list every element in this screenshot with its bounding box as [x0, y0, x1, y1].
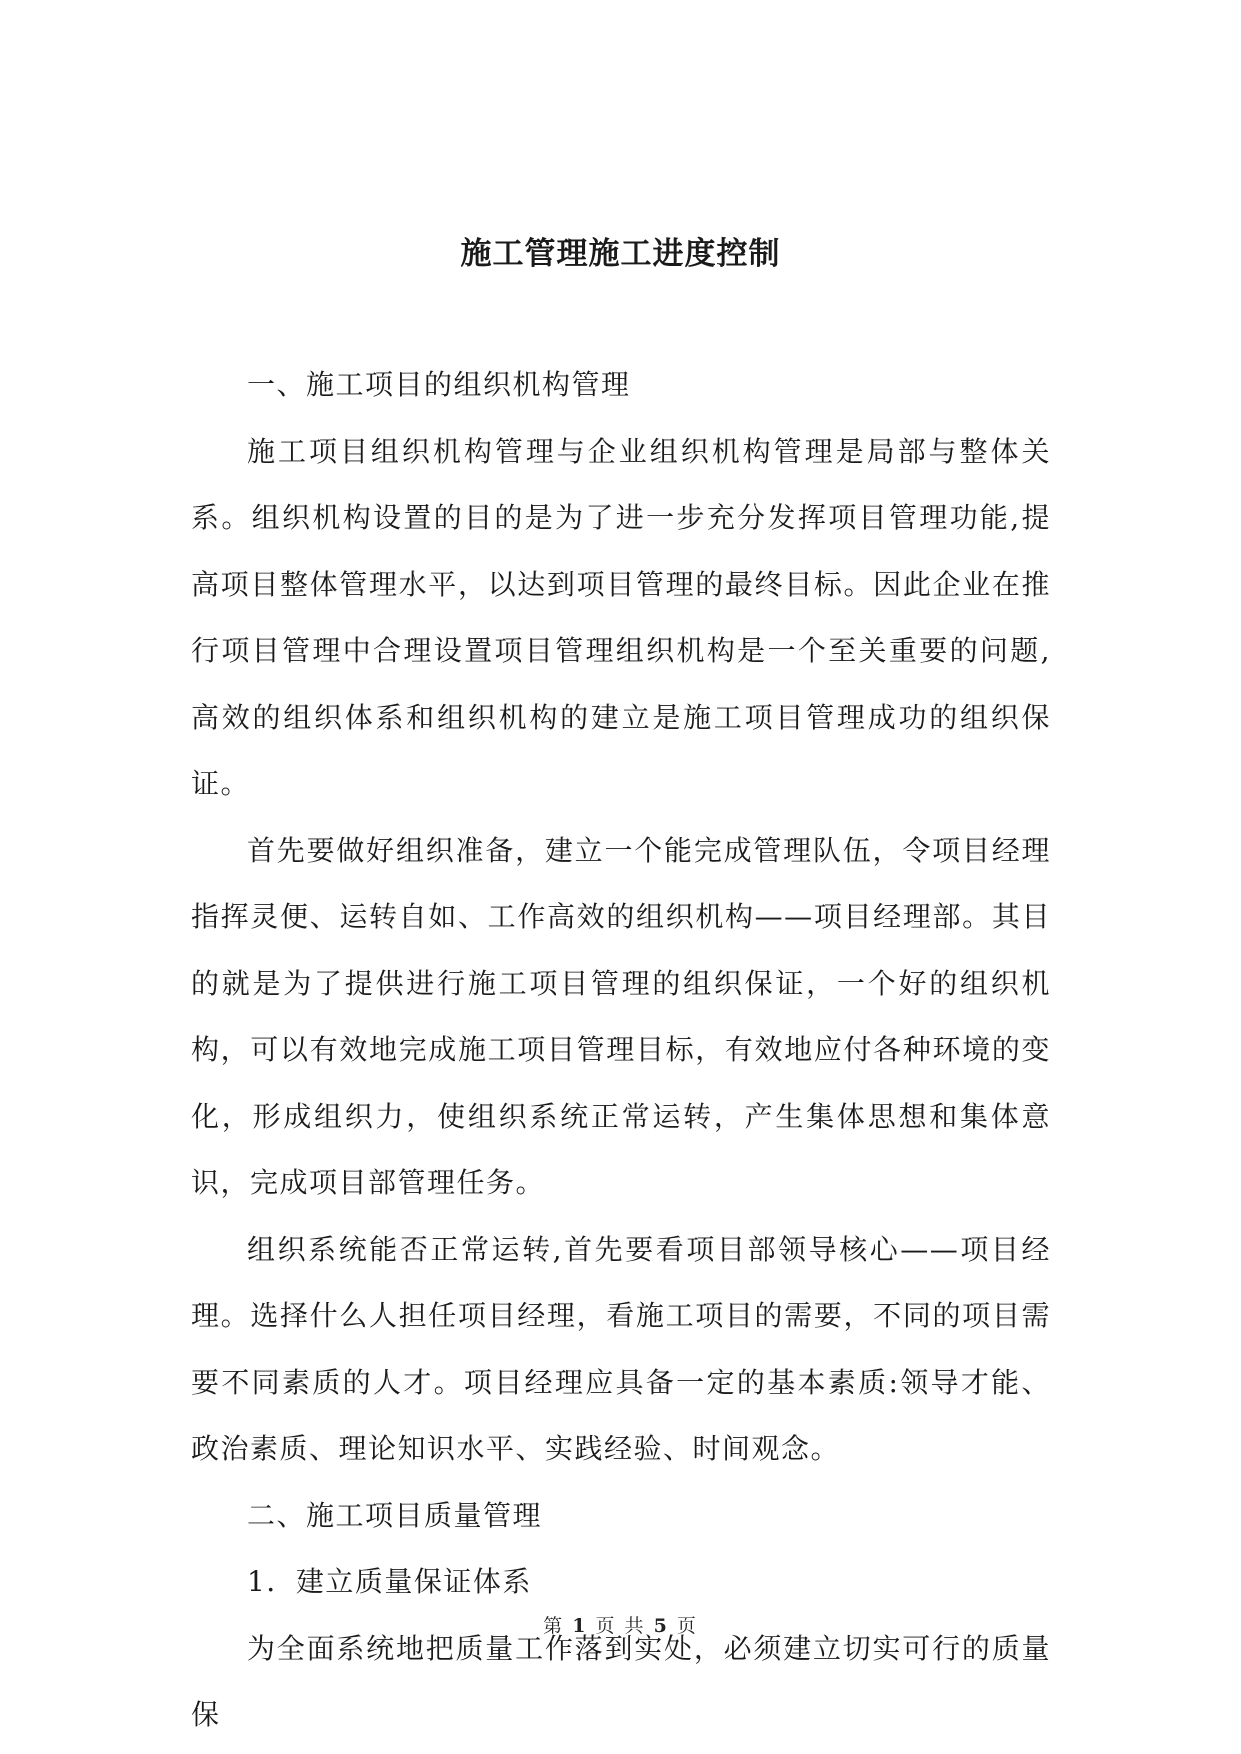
- paragraph-org-preparation: 首先要做好组织准备，建立一个能完成管理队伍，令项目经理指挥灵便、运转自如、工作高效的组织机构——项目经理部。其目的就是为了提供进行施工项目管理的组织保证，一个好的组织机构，可以有效地完成施工项目管理目标，有效地应付各种环境的变化，形成组织力，使组织系统正常运转，产生集体思想和集体意识，完成项目部管理任务。: [191, 833, 1051, 1199]
- footer-suffix: 页: [676, 1615, 698, 1637]
- document-body: [191, 352, 1051, 1749]
- footer-middle: 页 共: [595, 1615, 646, 1637]
- paragraph-org-structure: 施工项目组织机构管理与企业组织机构管理是局部与整体关系。组织机构设置的目的是为了进一步充分发挥项目管理功能,提高项目整体管理水平，以达到项目管理的最终目标。因此企业在推行项目管理中合理设置项目管理组织机构是一个至关重要的问题,高效的组织体系和组织机构的建立是施工项目管理成功的组织保证。: [191, 434, 1051, 800]
- paragraph-project-manager: 组织系统能否正常运转,首先要看项目部领导核心——项目经理。选择什么人担任项目经理，看施工项目的需要，不同的项目需要不同素质的人才。项目经理应具备一定的基本素质:领导才能、政治素质、理论知识水平、实践经验、时间观念。: [191, 1232, 1051, 1465]
- subsection-heading-1: 1．建立质量保证体系: [247, 1565, 532, 1598]
- paragraph-quality-system: 为全面系统地把质量工作落到实处，必须建立切实可行的质量保: [191, 1631, 1051, 1731]
- section-heading-1: 一、施工项目的组织机构管理: [247, 368, 631, 401]
- page-footer: [0, 1611, 1241, 1638]
- footer-current-page: 1: [572, 1615, 588, 1637]
- footer-prefix: 第: [543, 1615, 565, 1637]
- document-title: 施工管理施工进度控制: [460, 236, 781, 272]
- footer-total-pages: 5: [653, 1615, 669, 1637]
- section-heading-2: 二、施工项目质量管理: [247, 1498, 543, 1532]
